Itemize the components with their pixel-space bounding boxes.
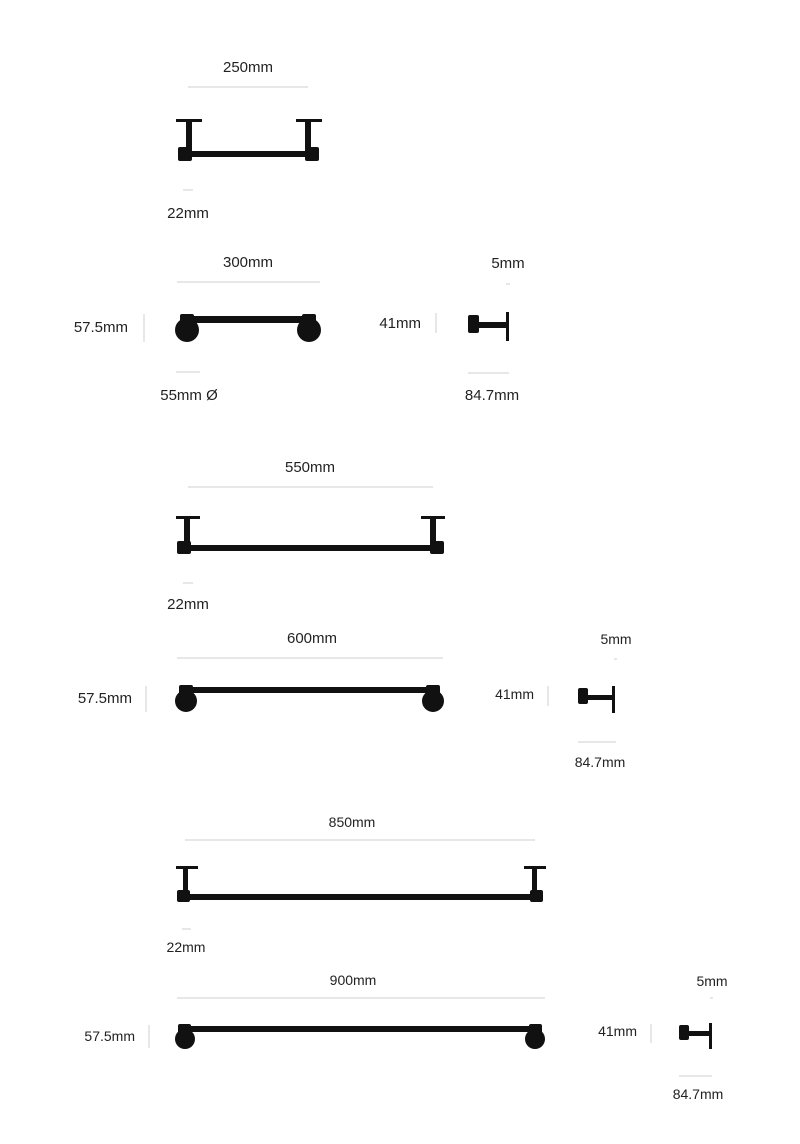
rail-900-front-view [84, 972, 545, 1049]
label-c-projection: 84.7mm [672, 1086, 724, 1102]
label-550-width: 550mm [284, 459, 336, 476]
rail-250-top-view [167, 59, 322, 222]
label-850-depth: 22mm [166, 939, 206, 955]
label-900-width: 900mm [329, 972, 377, 988]
label-550-depth: 22mm [167, 596, 209, 613]
label-850-width: 850mm [328, 814, 376, 830]
side-view-c [598, 973, 727, 1102]
rail-drawing-300 [175, 314, 321, 342]
label-250-depth: 22mm [167, 205, 209, 222]
side-view-b [495, 631, 631, 770]
rail-drawing-600 [175, 685, 444, 712]
side-drawing-b [578, 686, 615, 713]
label-900-height: 57.5mm [84, 1028, 135, 1044]
label-a-thickness: 5mm [491, 255, 525, 272]
label-600-width: 600mm [286, 630, 338, 647]
label-b-thickness: 5mm [600, 631, 632, 647]
rail-550-top-view [167, 459, 445, 613]
label-c-thickness: 5mm [696, 973, 728, 989]
label-300-height: 57.5mm [73, 319, 128, 336]
label-b-height: 41mm [495, 686, 534, 702]
side-drawing-c [679, 1023, 712, 1049]
rail-600-front-view [78, 630, 444, 712]
label-b-projection: 84.7mm [574, 754, 626, 770]
label-a-projection: 84.7mm [464, 387, 520, 404]
label-a-height: 41mm [379, 315, 421, 332]
rail-drawing-900 [175, 1024, 545, 1049]
label-600-height: 57.5mm [77, 690, 132, 707]
rail-drawing-850 [176, 866, 546, 902]
side-view-a [379, 255, 524, 404]
label-300-diameter: 55mm Ø [160, 387, 218, 404]
rail-drawing-250 [176, 119, 322, 161]
rail-300-front-view [74, 254, 321, 404]
rail-drawing-550 [176, 516, 445, 554]
rail-850-top-view [167, 814, 546, 955]
label-300-width: 300mm [222, 254, 274, 271]
label-c-height: 41mm [598, 1023, 637, 1039]
label-250-width: 250mm [222, 59, 274, 76]
side-drawing-a [468, 312, 509, 341]
